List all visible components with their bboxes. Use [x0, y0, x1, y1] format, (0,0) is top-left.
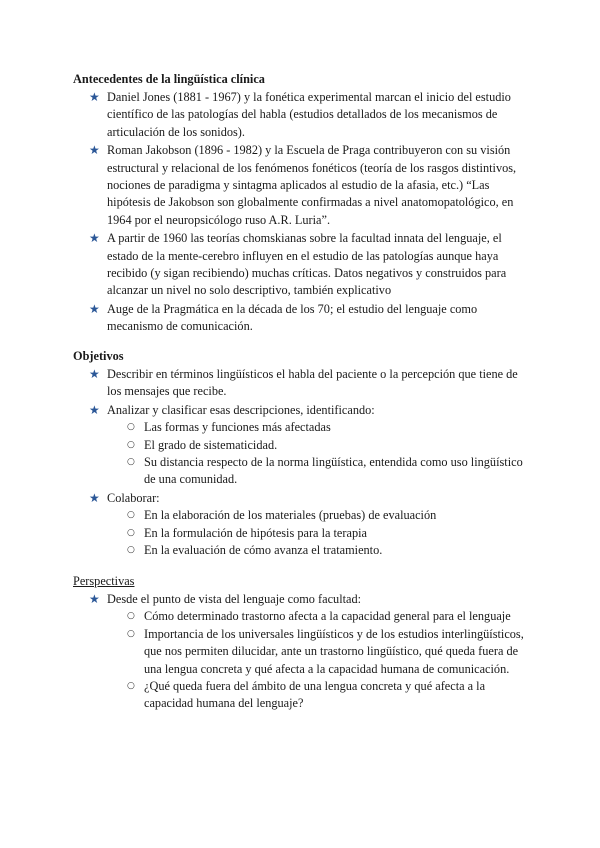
circle-bullet-icon: ○	[127, 545, 135, 556]
list-item	[73, 230, 533, 300]
star-bullet-icon: ★	[89, 90, 100, 104]
sub-list-item-text: En la elaboración de los materiales (pruebas) de evaluación	[144, 508, 437, 523]
list-item	[73, 490, 533, 560]
sub-list-item	[107, 437, 533, 454]
list-item-text: Analizar y clasificar esas descripciones, identificando:	[107, 402, 375, 417]
star-bullet-icon: ★	[89, 301, 100, 316]
sub-list-item	[107, 419, 533, 436]
sub-list-item	[107, 626, 533, 678]
sub-list	[107, 419, 533, 489]
heading-objetivos: Objetivos	[73, 349, 124, 363]
sub-list-item	[107, 525, 533, 542]
list-item-text: Daniel Jones (1881 - 1967) y la fonética experimental marcan el inicio del estudio científico de las patologías del habla (estudios detallados de los mecanismos de articulación de los sonidos).	[107, 90, 511, 139]
sub-list-item	[107, 454, 533, 489]
star-bullet-icon: ★	[89, 402, 100, 417]
circle-bullet-icon: ○	[127, 628, 135, 639]
list-item	[73, 402, 533, 489]
star-bullet-icon: ★	[89, 490, 100, 505]
sub-list-item-text: El grado de sistematicidad.	[144, 437, 278, 452]
sub-list	[107, 608, 533, 712]
list-item	[73, 591, 533, 713]
circle-bullet-icon: ○	[127, 611, 135, 622]
list-item-text: Describir en términos lingüísticos el habla del paciente o la percepción que tiene de los mensajes que recibe.	[107, 367, 518, 399]
star-bullet-icon: ★	[89, 231, 100, 246]
list-item-text: Colaborar:	[107, 490, 160, 505]
circle-bullet-icon: ○	[127, 510, 135, 521]
sub-list-item	[107, 678, 533, 713]
circle-bullet-icon: ○	[127, 457, 135, 468]
objetivos-list	[73, 366, 533, 559]
sub-list-item	[107, 608, 533, 625]
circle-bullet-icon: ○	[127, 422, 135, 433]
sub-list-item	[107, 542, 533, 559]
list-item-text: A partir de 1960 las teorías chomskianas sobre la facultad innata del lenguaje, el estado de la mente-cerebro influyen en el estudio de las patologías aunque haya recibido (y sigan recibiendo) muchas críticas. Datos negativos y construidos para alcanzar un nivel no solo descriptivo, también explicativo	[107, 231, 507, 298]
perspectivas-list	[73, 591, 533, 713]
heading-perspectivas: Perspectivas	[73, 574, 135, 588]
list-item-text: Auge de la Pragmática en la década de los 70; el estudio del lenguaje como mecanismo de comunicación.	[107, 301, 478, 334]
list-item	[73, 301, 533, 336]
sub-list-item-text: Cómo determinado trastorno afecta a la capacidad general para el lenguaje	[144, 609, 511, 624]
list-item-text: Roman Jakobson (1896 - 1982) y la Escuela de Praga contribuyeron con su visión estructural y relacional de los fenómenos fonéticos (teoría de los rasgos distintivos, nociones de paradigma y sintagma aplicados al estudio de la afasia, etc.) “Las hipótesis de Jakobson son globalmente confirmadas a nivel anatomopatológico, en 1964 por el neuropsicólogo ruso A.R. Luria”.	[107, 143, 517, 227]
list-item	[73, 89, 533, 141]
star-bullet-icon: ★	[89, 143, 100, 158]
circle-bullet-icon: ○	[127, 527, 135, 538]
heading-antecedentes: Antecedentes de la lingüística clínica	[73, 72, 265, 86]
section-perspectivas	[73, 573, 533, 714]
sub-list-item-text: En la evaluación de cómo avanza el tratamiento.	[144, 543, 383, 558]
list-item	[73, 366, 533, 401]
sub-list-item-text: En la formulación de hipótesis para la terapia	[144, 525, 367, 540]
star-bullet-icon: ★	[89, 367, 100, 381]
sub-list-item-text: Su distancia respecto de la norma lingüística, entendida como uso lingüístico de una comunidad.	[144, 455, 523, 487]
section-objetivos	[73, 348, 533, 560]
sub-list-item-text: ¿Qué queda fuera del ámbito de una lengua concreta y qué afecta a la capacidad humana del lenguaje?	[144, 679, 486, 711]
circle-bullet-icon: ○	[127, 439, 135, 450]
circle-bullet-icon: ○	[127, 681, 135, 692]
sub-list-item-text: Las formas y funciones más afectadas	[144, 420, 331, 435]
sub-list-item-text: Importancia de los universales lingüísticos y de los estudios interlingüísticos, que nos permiten dilucidar, ante un trastorno lingüístico, qué queda fuera de una lengua concreta y qué afecta a la capacidad humana de comunicación.	[144, 626, 524, 676]
sub-list-item	[107, 507, 533, 524]
sub-list	[107, 507, 533, 559]
section-antecedentes	[73, 71, 533, 337]
star-bullet-icon: ★	[89, 592, 100, 606]
list-item	[73, 142, 533, 229]
list-item-text: Desde el punto de vista del lenguaje como facultad:	[107, 592, 362, 606]
antecedentes-list	[73, 89, 533, 336]
